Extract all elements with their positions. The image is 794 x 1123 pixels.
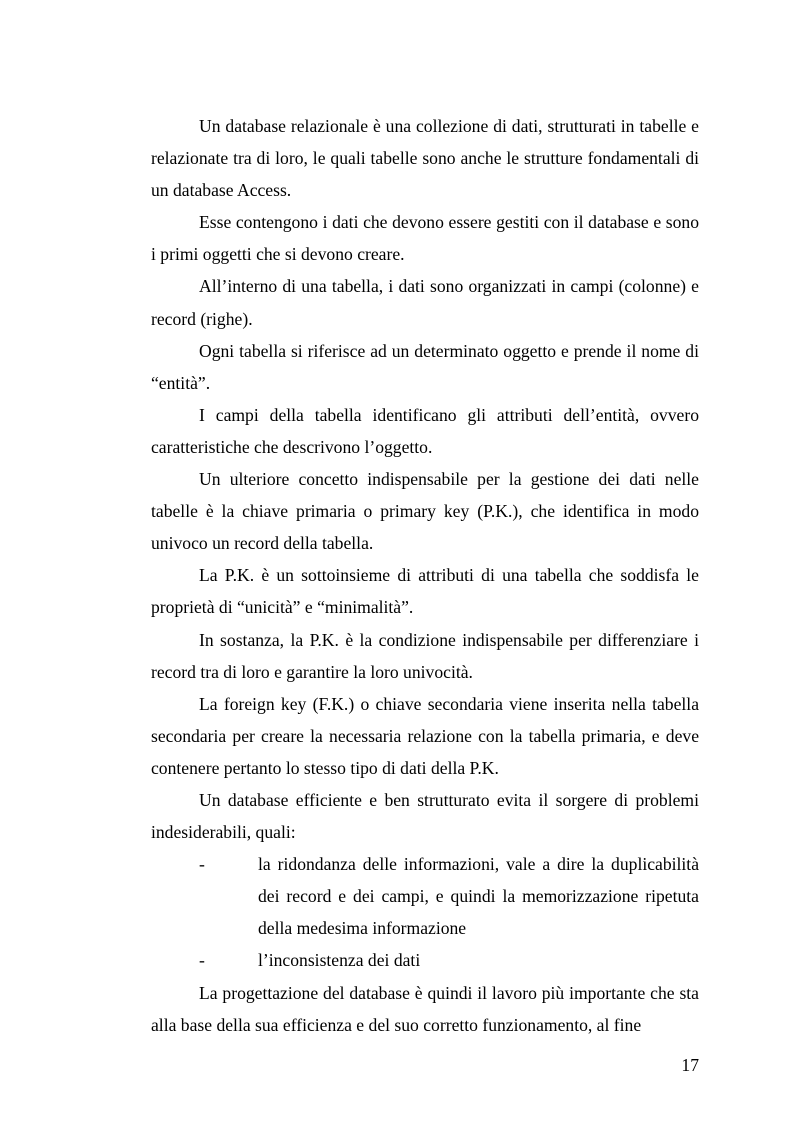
paragraph: Un database efficiente e ben strutturato evita il sorgere di problemi indesiderabili, quali:: [151, 789, 699, 843]
paragraph: La progettazione del database è quindi il lavoro più importante che sta alla base della sua efficienza e del suo corretto funzionamento, al fine: [151, 982, 699, 1035]
page-number: 17: [681, 1055, 699, 1075]
paragraph: Esse contengono i dati che devono essere gestiti con il database e sono i primi oggetti che si devono creare.: [151, 212, 699, 265]
paragraph: All’interno di una tabella, i dati sono organizzati in campi (colonne) e record (righe).: [151, 276, 699, 329]
list-item: [151, 944, 699, 976]
list-item-text: l’inconsistenza dei dati: [258, 950, 421, 971]
list-bullet: -: [199, 854, 205, 875]
paragraph: La P.K. è un sottoinsieme di attributi di una tabella che soddisfa le proprietà di “unicità” e “minimalità”.: [151, 565, 699, 618]
paragraph: Ogni tabella si riferisce ad un determinato oggetto e prende il nome di “entità”.: [151, 340, 699, 393]
paragraph: I campi della tabella identificano gli attributi dell’entità, ovvero caratteristiche che descrivono l’oggetto.: [151, 404, 699, 457]
list-item: [151, 848, 699, 944]
paragraph: La foreign key (F.K.) o chiave secondaria viene inserita nella tabella secondaria per creare la necessaria relazione con la tabella primaria, e deve contenere pertanto lo stesso tipo di dati della P.K.: [151, 693, 699, 778]
paragraph: In sostanza, la P.K. è la condizione indispensabile per differenziare i record tra di loro e garantire la loro univocità.: [151, 629, 699, 682]
list-item-text: la ridondanza delle informazioni, vale a dire la duplicabilità dei record e dei campi, e quindi la memorizzazione ripetuta della medesima informazione: [258, 854, 699, 939]
paragraph: Un database relazionale è una collezione di dati, strutturati in tabelle e relazionate tra di loro, le quali tabelle sono anche le strutture fondamentali di un database Access.: [151, 116, 699, 201]
problems-list: [151, 848, 699, 976]
list-bullet: -: [199, 950, 205, 971]
paragraph: Un ulteriore concetto indispensabile per la gestione dei dati nelle tabelle è la chiave primaria o primary key (P.K.), che identifica in modo univoco un record della tabella.: [151, 469, 699, 554]
body-text: [151, 110, 699, 1041]
